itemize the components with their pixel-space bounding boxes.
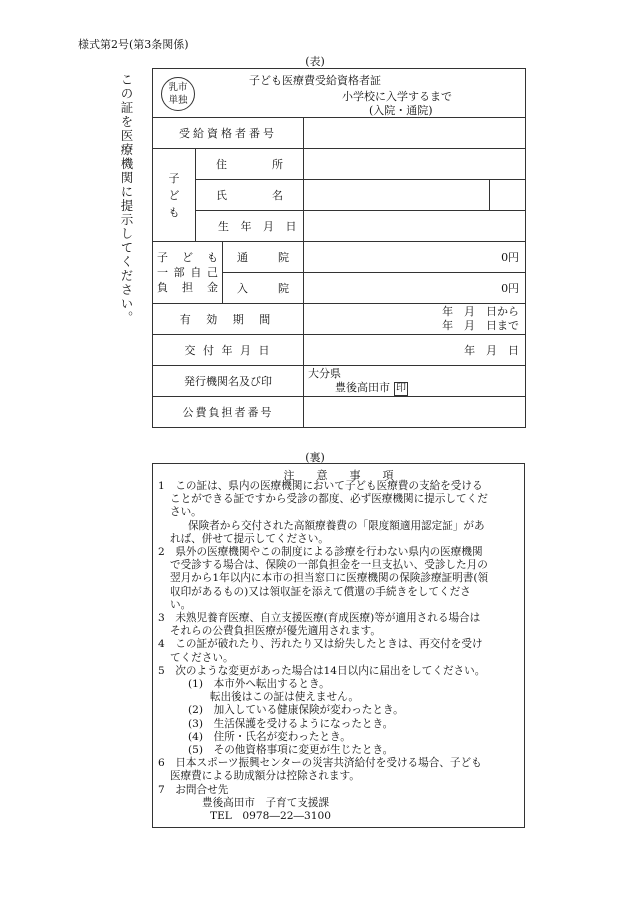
notes-line: ことができる証ですから受診の都度、必ず医療機関に提示してくだ xyxy=(170,493,488,506)
seal-line1: 乳市 xyxy=(168,82,188,93)
notes-line: 4 この証が破れたり、汚れたり又は紛失したときは、再交付を受け xyxy=(158,638,483,651)
name-value xyxy=(304,180,490,211)
birthdate-label: 生 年 月 日 xyxy=(196,211,304,242)
certificate-title: 子ども医療費受給資格者証 xyxy=(249,74,381,87)
notes-line: 7 お問合せ先 xyxy=(158,783,229,796)
notes-line: 5 次のような変更があった場合は14日以内に届出をしてください。 xyxy=(158,664,486,677)
notes-line: 保険者から交付された高額療養費の「限度額適用認定証」があ xyxy=(188,519,485,532)
notes-line: 3 未熟児養育医療、自立支援医療(育成医療)等が適用される場合は xyxy=(158,612,481,625)
certificate-subtitle: 小学校に入学するまで xyxy=(342,90,452,103)
name-label: 氏 名 xyxy=(196,180,304,211)
notes-line: てください。 xyxy=(170,651,234,664)
address-label: 住 所 xyxy=(196,149,304,180)
issuer-value xyxy=(304,366,526,397)
issuer-prefecture: 大分県 xyxy=(308,366,341,380)
notes-line: (5) その他資格事項に変更が生じたとき。 xyxy=(188,744,394,757)
copay-label: 子 ど も 一 部 自 己 負 担 金 xyxy=(153,242,223,304)
notes-line: TEL 0978―22―3100 xyxy=(210,810,332,823)
name-extra xyxy=(490,180,526,211)
notes-line: 収印があるもの)又は領収証を添えて償還の手続きをしてくださ xyxy=(170,585,471,598)
notes-line: で受診する場合は、保険の一部負担金を一旦支払い、受診した月の xyxy=(170,559,488,572)
seal-mark xyxy=(161,77,195,111)
outpatient-amount: 0円 xyxy=(304,242,526,273)
public-payer-value xyxy=(304,397,526,428)
child-label: 子 ど も xyxy=(153,149,196,242)
birthdate-value xyxy=(304,211,526,242)
validity-from: 年 月 日から xyxy=(442,305,520,318)
outpatient-label: 通 院 xyxy=(223,242,304,273)
validity-to: 年 月 日まで xyxy=(442,319,520,332)
validity-label: 有 効 期 間 xyxy=(153,304,304,335)
recipient-number-label: 受給資格者番号 xyxy=(153,118,304,149)
certificate-scope: (入院・通院) xyxy=(369,104,433,117)
stamp-box: 印 xyxy=(396,382,406,394)
notes-title: 注意事項 xyxy=(283,469,416,482)
address-value xyxy=(304,149,526,180)
inpatient-amount: 0円 xyxy=(304,273,526,304)
certificate-front xyxy=(152,68,526,428)
certificate-back xyxy=(152,463,525,828)
notes-line: 6 日本スポーツ振興センターの災害共済給付を受ける場合、子ども xyxy=(158,757,482,770)
notes-line: 転出後はこの証は使えません。 xyxy=(210,691,359,704)
notes-line: さい。 xyxy=(170,506,202,519)
notes-line: それらの公費負担医療が優先適用されます。 xyxy=(170,625,382,638)
certificate-header xyxy=(153,69,526,118)
side-instruction: この証を医療機関に提示してください。 xyxy=(119,73,134,325)
front-side-label: (表) xyxy=(305,55,325,68)
form-number: 様式第2号(第3条関係) xyxy=(78,38,189,51)
notes-line: い。 xyxy=(170,598,192,611)
recipient-number-value xyxy=(304,118,526,149)
notes-line: れば、併せて提示してください。 xyxy=(170,532,329,545)
notes-line: 豊後高田市 子育て支援課 xyxy=(202,796,330,809)
notes-line: 2 県外の医療機関やこの制度による診療を行わない県内の医療機関 xyxy=(158,546,483,559)
issue-date-value: 年 月 日 xyxy=(304,335,526,366)
validity-value xyxy=(304,304,526,335)
notes-line: (1) 本市外へ転出するとき。 xyxy=(188,678,330,691)
seal-line2: 単独 xyxy=(168,95,188,106)
issuer-label: 発行機関名及び印 xyxy=(153,366,304,397)
notes-list xyxy=(158,480,518,823)
notes-line: (2) 加入している健康保険が変わったとき。 xyxy=(188,704,404,717)
notes-line: (4) 住所・氏名が変わったとき。 xyxy=(188,730,351,743)
back-side-label: (裏) xyxy=(305,451,325,464)
notes-line: (3) 生活保護を受けるようになったとき。 xyxy=(188,717,394,730)
public-payer-label: 公費負担者番号 xyxy=(153,397,304,428)
notes-line: 翌月から1年以内に本市の担当窓口に医療機関の保険診療証明書(領 xyxy=(170,572,489,585)
issue-date-label: 交 付 年 月 日 xyxy=(153,335,304,366)
issuer-city: 豊後高田市 xyxy=(335,380,390,394)
inpatient-label: 入 院 xyxy=(223,273,304,304)
notes-line: 医療費による助成額分は控除されます。 xyxy=(170,770,360,783)
notes-line: 1 この証は、県内の医療機関において子ども医療費の支給を受ける xyxy=(158,480,483,492)
